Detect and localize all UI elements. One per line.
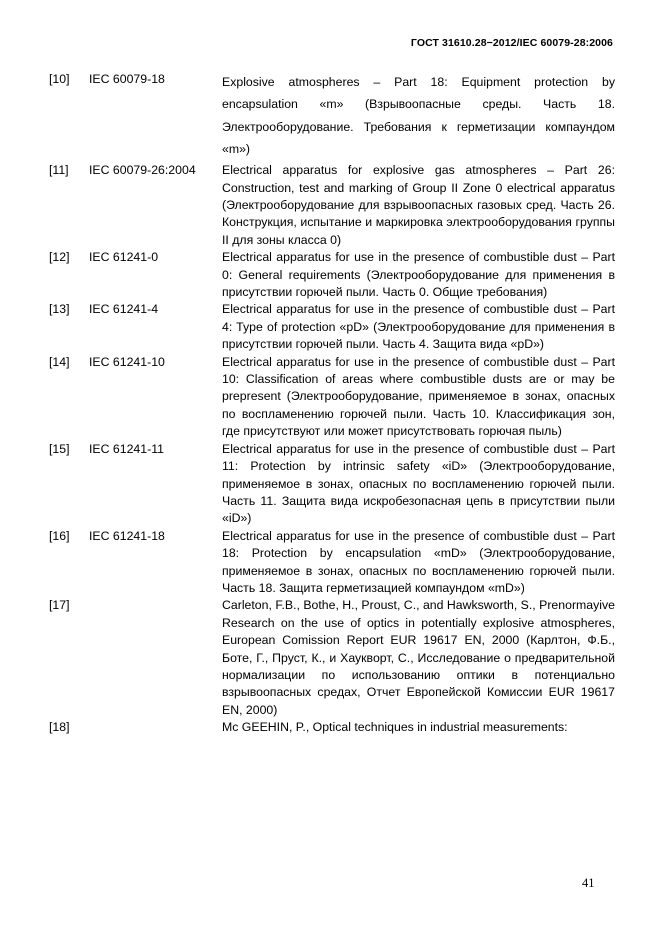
- reference-title: Electrical apparatus for use in the presence of combustible dust – Part 11: Protection by intrinsic safety «iD» (Электрооборудование, применяемое в зонах, опасных по воспламенению горючей пыли. Часть 11. Защита вида искробезопасная цепь в присутствии пыли «iD»): [222, 441, 615, 526]
- reference-number: [14]: [49, 354, 70, 369]
- reference-item: [49, 71, 615, 160]
- reference-number: [16]: [49, 528, 70, 543]
- reference-title: Electrical apparatus for explosive gas atmospheres – Part 26: Construction, test and marking of Group II Zone 0 electrical apparatus (Электрооборудование для взрывоопасных газовых сред. Часть 26. Конструкция, испытание и маркировка электрооборудования группы II для зоны класса 0): [222, 163, 615, 247]
- reference-number: [17]: [49, 598, 70, 613]
- reference-item: [49, 162, 615, 249]
- reference-standard: IEC 61241-11: [89, 441, 164, 456]
- reference-item: [49, 301, 615, 353]
- reference-title: Electrical apparatus for use in the presence of combustible dust – Part 10: Classification of areas where combustible dusts are or may be prepresent (Электрооборудование, применяемое в зонах, опасных по воспламенению горючей пыли. Часть 10. Классификация зон, где присутствуют или может присутствовать горючая пыль): [222, 354, 615, 439]
- reference-item: [49, 354, 615, 441]
- reference-standard: IEC 61241-4: [89, 302, 159, 317]
- reference-standard: IEC 61241-18: [89, 528, 165, 543]
- reference-number: [10]: [49, 72, 70, 86]
- reference-standard: IEC 60079-18: [89, 72, 165, 86]
- reference-title: Mc GEEHIN, P., Optical techniques in industrial measurements:: [222, 720, 568, 735]
- page-number: 41: [582, 876, 595, 890]
- reference-number: [11]: [49, 163, 69, 178]
- bibliography-list: [49, 74, 615, 737]
- reference-title: Electrical apparatus for use in the presence of combustible dust – Part 18: Protection by encapsulation «mD» (Электрооборудование, применяемое в зонах, опасных по воспламенению горючей пыли. Часть 18. Защита герметизацией компаундом «mD»): [222, 528, 615, 595]
- reference-standard: IEC 60079-26:2004: [89, 163, 196, 178]
- reference-title: Electrical apparatus for use in the presence of combustible dust – Part 4: Type of protection «pD» (Электрооборудование для применения в присутствии горючей пыли. Часть 4. Защита вида «pD»): [222, 302, 615, 352]
- reference-item: [49, 597, 615, 719]
- document-code-header: ГОСТ 31610.28−2012/IEC 60079-28:2006: [410, 37, 613, 49]
- reference-number: [15]: [49, 441, 70, 456]
- reference-standard: IEC 61241-10: [89, 354, 165, 369]
- reference-number: [13]: [49, 302, 70, 317]
- reference-title: Explosive atmospheres – Part 18: Equipment protection by encapsulation «m» (Взрывоопасные среды. Часть 18. Электрооборудование. Требования к герметизации компаундом «m»): [222, 75, 615, 156]
- reference-item: [49, 719, 615, 736]
- reference-item: [49, 528, 615, 598]
- reference-standard: IEC 61241-0: [89, 250, 159, 265]
- reference-title: Carleton, F.B., Bothe, H., Proust, C., and Hawksworth, S., Prenormayive Research on the use of optics in potentially explosive atmospheres, European Comission Report EUR 19617 EN, 2000 (Карлтон, Ф.Б., Боте, Г., Пруст, К., и Хаукворт, С., Исследование о предварительной нормализации по использованию оптики в потенциально взрывоопасных средах, Отчет Европейской Комиссии EUR 19617 EN, 2000): [222, 598, 615, 717]
- reference-title: Electrical apparatus for use in the presence of combustible dust – Part 0: General requirements (Электрооборудование для применения в присутствии горючей пыли. Часть 0. Общие требования): [222, 250, 615, 300]
- reference-number: [18]: [49, 720, 70, 735]
- reference-item: [49, 249, 615, 301]
- reference-number: [12]: [49, 250, 70, 265]
- reference-item: [49, 441, 615, 528]
